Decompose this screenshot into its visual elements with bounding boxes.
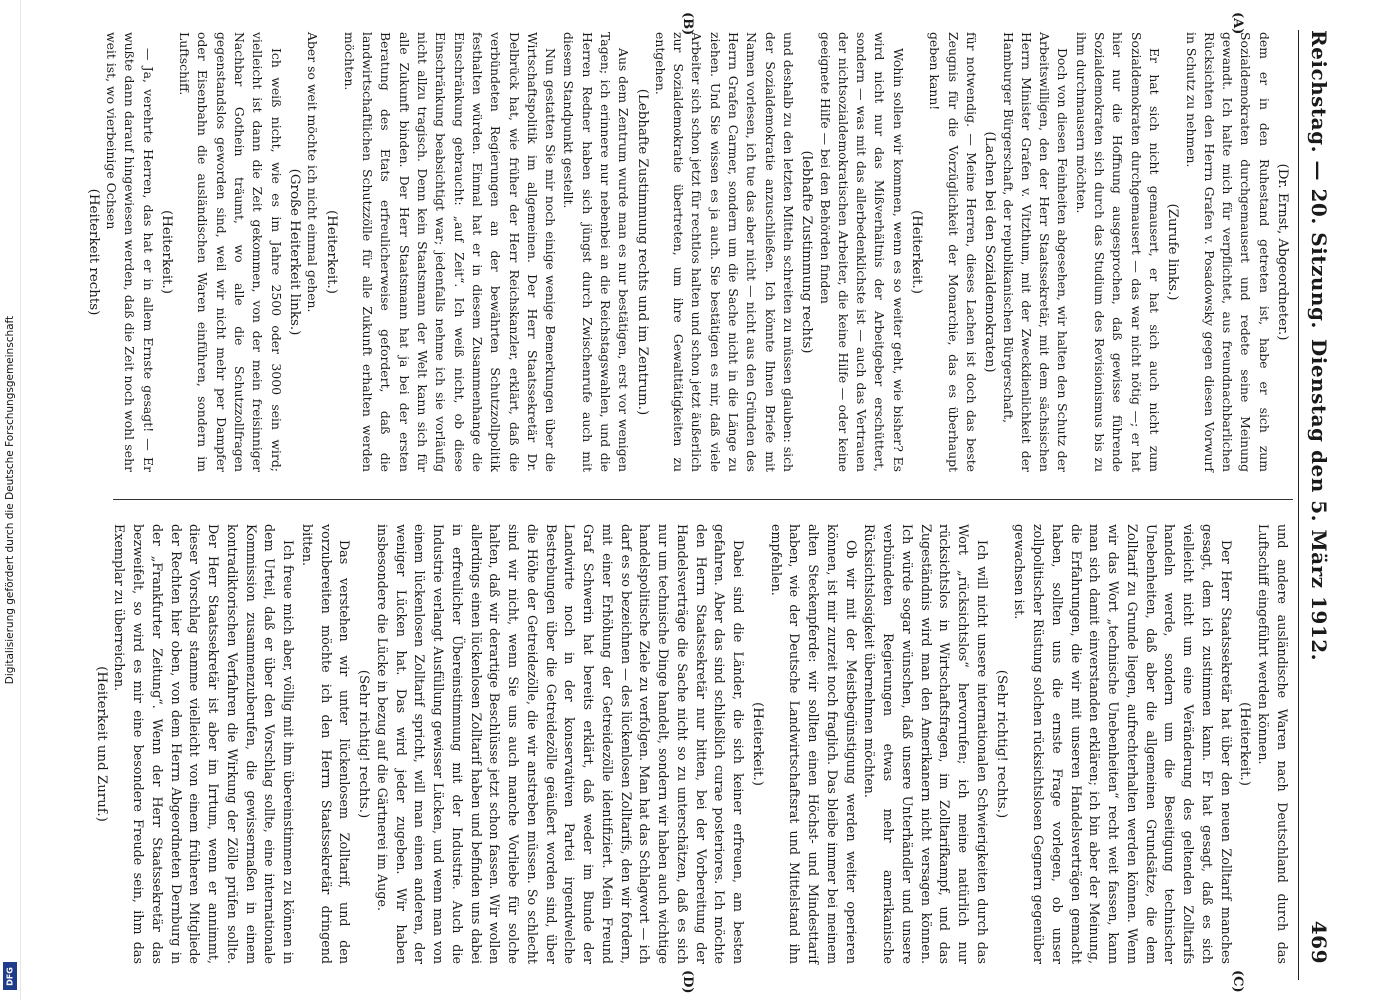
- right-column: [91, 524, 1291, 964]
- column-rule: [113, 499, 1293, 500]
- paragraph: Nun gestatten Sie mir noch einige wenige Bemerkungen über die Wirtschaftspolitik im allgemeinen. Der Herr Staatssekretär Dr. Delbrück hat, wie früher der Herr Reichskanzler, erklärt, daß die verbündeten Regierungen an der bewährten Schutzzollpolitik festhalten würden. Einmal hat er in diesem Zusammenhange die Einschränkung gebraucht: „auf Zeit“. Ich weiß nicht, ob diese Einschränkung beabsichtigt war; jedenfalls nehme ich sie vorläufig nicht allzu tragisch. Denn kein Staatsmann der Welt kann sich für alle Zukunft binden. Der Herr Staatsmann hat ja bei der ersten Beratung des Etats erfreulicherweise gefordert, daß die landwirtschaftlichen Schutzzölle für alle Zukunft erhalten werden möchten.: [341, 32, 559, 472]
- stage-direction: (Lebhafte Zustimmung rechts und im Zentrum.): [634, 88, 650, 416]
- stage-direction: (Dr. Ernst, Abgeordneter.): [1275, 163, 1290, 341]
- margin-letter-c: (C): [1230, 970, 1245, 993]
- stage-direction: (Heiterkeit.): [158, 210, 174, 294]
- paragraph: Dabei sind die Länder, die sich keiner erfreuen, am besten gefahren. Aber das sind schließlich curae posteriores. Ich möchte den Herrn Staatssekretär nur bitten, bei der Vorbereitung der Handelsverträge die Sache nicht so zu unterschätzen, daß es sich nur um technische Dinge handelt, sondern wir haben auch wichtige handelspolitische Ziele zu verfolgen. Man hat das Schlagwort — ich darf es so bezeichnen — des lückenlosen Zolltarifs, den wir fordern, mit einer Erhöhung der Getreidezölle identifiziert. Mein Freund Graf Schwerin hat bereits erklärt, daß weder im Bunde der Landwirte noch in der konservativen Partei irgendwelche Bestrebungen über die Getreidezölle geäußert worden sind, über die Höhe der Getreidezölle, die wir anstreben müssen. So schlecht sind wir nicht, wenn Sie uns auch manche Vorliebe für solche halten, daß wir derartige Beschlüsse jetzt schon fassen. Wir wollen allerdings einen lückenlosen Zolltarif haben und befinden uns dabei in erfreulicher Übereinstimmung mit der Industrie. Auch die Industrie verlangt Ausfüllung gewisser Lücken, und wenn man von einem lückenlosen Zolltarif spricht, will man einen anderen, der weniger Lücken hat. Das wird jeder zugeben. Wir haben insbesondere die Lücke in bezug auf die Gärtnerei im Auge.: [375, 524, 747, 964]
- paragraph: für notwendig. — Meine Herren, dieses Lachen ist doch das beste Zeugnis für die Vorzüglichkeit der Monarchie, das es überhaupt geben kann!: [927, 32, 979, 472]
- stage-direction: (Sehr richtig! rechts.): [993, 669, 1009, 819]
- paragraph: dem er in den Ruhestand getreten ist, habe er sich zum Sozialdemokraten durchgemausert und redete seine Meinung gewandt. Ich halte mich für verpflichtet, aus freundnachbarlichen Rücksichten den Herrn Grafen v. Posadowsky gegen diesen Vorwurf in Schutz zu nehmen.: [1183, 32, 1272, 472]
- stage-direction: (Heiterkeit.): [1237, 702, 1253, 786]
- running-header: [1301, 10, 1335, 990]
- margin-letter-b: (B): [680, 12, 695, 36]
- paragraph: — Ja, verehrte Herren, das hat er in allem Ernste gesagt! — Er wußte dann darauf hingewiesen werden, daß die Zeit noch wohl sehr weit ist, wo vierbeinige Ochsen: [104, 32, 156, 472]
- dfg-logo: [3, 962, 17, 990]
- paragraph: Doch von diesen Feinheiten abgesehen, wir halten den Schutz der Arbeitswilligen, den der Herr Staatssekretär, mit dem sächsischen Herrn Minister Grafen v. Vitzthum, mit der Zweckdienlichkeit der Hamburger Bürgerschaft, der republikanischen Bürgerschaft,: [1000, 32, 1071, 472]
- paragraph: Ich will nicht unsere internationalen Schwierigkeiten durch das Wort „rücksichtslos“ hervorrufen; ich meine natürlich nur rücksichtslos in Wirtschaftsfragen, im Zolltarifkampf, und das Zugeständnis wird man den Amerikanern nicht versagen können. Ich würde sogar wünschen, daß unsere Unterhändler und unsere verbündeten Regierungen etwas mehr amerikanische Rücksichtslosigkeit übernehmen möchten.: [862, 524, 990, 964]
- margin-letter-a: (A): [1230, 12, 1245, 35]
- paragraph: Das verstehen wir unter lückenlosem Zolltarif, und den vorzubereiten möchte ich den Herrn Staatssekretär dringend bitten.: [300, 524, 353, 964]
- left-column: [83, 32, 1291, 472]
- stage-direction: (Zurufe links.): [1165, 203, 1181, 301]
- stage-direction: (Heiterkeit.): [323, 210, 339, 294]
- header-session: Reichstag. — 20. Sitzung.: [1307, 30, 1331, 329]
- stage-direction: (Heiterkeit.): [750, 702, 765, 786]
- page-number: 469: [1307, 920, 1331, 964]
- paragraph: Aus dem Zentrum wurde man es nur bestätigen, erst vor wenigen Tagen; ich erinnere nur nebenbei an die Reichstagswahlen, und die Herren Redner haben sich jüngst durch Zwischenrufe auch mit diesem Standpunkt gestellt.: [561, 32, 632, 472]
- paragraph: Ob wir mit der Meistbegünstigung werden weiter operieren können, ist mir zurzeit noch fraglich. Das bleibe immer bei meinem alten Steckenpferde: wir sollten einen Höchst- und Mindesttarif haben, wie der Deutsche Landwirtschaftsrat und Mittelstand ihn empfehlen.: [768, 524, 859, 964]
- dfg-logo-text: DFG: [5, 967, 15, 986]
- header-date: Dienstag den 5. März 1912.: [1307, 338, 1331, 662]
- header-rule: [1298, 30, 1299, 980]
- digitization-strip: [0, 0, 21, 1000]
- page-content: [55, 10, 1335, 994]
- paragraph: Der Herr Staatssekretär hat über den neuen Zolltarif manches gesagt, dem ich zustimmen kann. Er hat gesagt, daß es sich vielleicht nicht um eine Veränderung des geltenden Zolltarifs handeln werde, sondern um die Beseitigung technischer Unebenheiten, daß aber die allgemeinen Grundsätze, die dem Zolltarif zu Grunde liegen, aufrechterhalten werden können. Wenn wir das Wort „technische Unebenheiten“ recht weit fassen, kann man sich damit einverstanden erklären; ich bin aber der Meinung, die Erfahrungen, die wir mit unseren Handelsverträgen gemacht haben, sollten uns die ernste Frage vorlegen, ob unser zollpolitischer Rüstung solchen rücksichtslosen Gegnern gegenüber gewachsen ist.: [1012, 524, 1234, 964]
- scanned-page: [55, 10, 1335, 994]
- paragraph: Ich weiß nicht, wie es im Jahre 2500 oder 3000 sein wird; vielleicht ist dann die Zeit gekommen, von der mein freisinniger Nachbar Gothein träumt, wo alle die Schutzzollfragen gegenstandslos geworden sind, weil wir nicht mehr per Dampfer oder Eisenbahn die ausländischen Waren einführen, sondern im Luftschiff.: [177, 32, 284, 472]
- stage-direction: (lebhafte Zustimmung rechts): [799, 150, 815, 354]
- stage-direction: (Sehr richtig! rechts.): [356, 669, 372, 819]
- paragraph: Ich freue mich aber, völlig mit ihm übereinstimmen zu können in dem Urteil, daß er über den Vorschlag sollte, eine internationale Kommission zusammenzuberufen, die gewissermaßen in einem kontradiktorischen Verfahren die Wirkung der Zölle prüfen sollte. Der Herr Staatssekretär ist aber im Irrtum, wenn er annimmt, dieser Vorschlag stamme vielleicht von einem früheren Mitgliede der Rechten hier oben, von dem Herrn Abgeordneten Dernburg in der „Frankfurter Zeitung“. Wenn der Herr Staatssekretär das bezweifelt, so wird es mir eine besondere Freude sein, ihm das Exemplar zu überreichen.: [112, 524, 297, 964]
- stage-direction: (Lachen bei den Sozialdemokraten): [982, 131, 998, 373]
- stage-direction: (Heiterkeit und Zuruf.): [93, 666, 109, 822]
- stage-direction: (Große Heiterkeit links.): [286, 168, 302, 336]
- paragraph: und deshalb zu den letzten Mitteln schreiten zu müssen glauben: sich der Sozialdemokratie anzuschließen. Ich könnte Ihnen Briefe mit Namen vorlesen, ich tue das aber nicht — nicht aus den Gründen des Herrn Grafen Carmer, sondern um die Sache nicht in die Länge zu ziehen. Und Sie wissen es ja auch. Sie bestätigen es mir, daß viele Arbeiter sich schon jetzt für rechtlos halten und schon jetzt äußerlich zur Sozialdemokratie übertreten, um ihre Gewalttätigkeiten zu entgehen.: [652, 32, 796, 472]
- paragraph: Wohin sollen wir kommen, wenn es so weiter geht, wie bisher? Es wird nicht nur das Mißverhältnis der Arbeitgeber erschüttert, sondern — was mit das allerbedenklichste ist — auch das Vertrauen der nichtsozialdemokratischen Arbeiter, die keine Hilfe — oder keine geeignete Hilfe — bei den Behörden finden: [817, 32, 906, 472]
- stage-direction: (Heiterkeit rechts): [85, 188, 101, 316]
- paragraph: Aber so weit möchte ich nicht einmal gehen.: [305, 32, 321, 313]
- paragraph: und andere ausländische Waren nach Deutschland durch das Luftschiff eingeführt werden können.: [1256, 524, 1290, 964]
- digitization-note: Digitalisierung gefördert durch die Deutsche Forschungsgemeinschaft: [4, 315, 16, 685]
- margin-letter-d: (D): [680, 970, 695, 994]
- stage-direction: (Heiterkeit.): [909, 210, 925, 294]
- paragraph: Er hat sich nicht gemausert, er hat sich auch nicht zum Sozialdemokraten durchgemausert — das war nicht nötig —; er hat hier nur die Hoffnung ausgesprochen, daß gewisse führende Sozialdemokraten sich durch das Studium des Revisionismus bis zu ihm durchmausern möchten.: [1073, 32, 1162, 472]
